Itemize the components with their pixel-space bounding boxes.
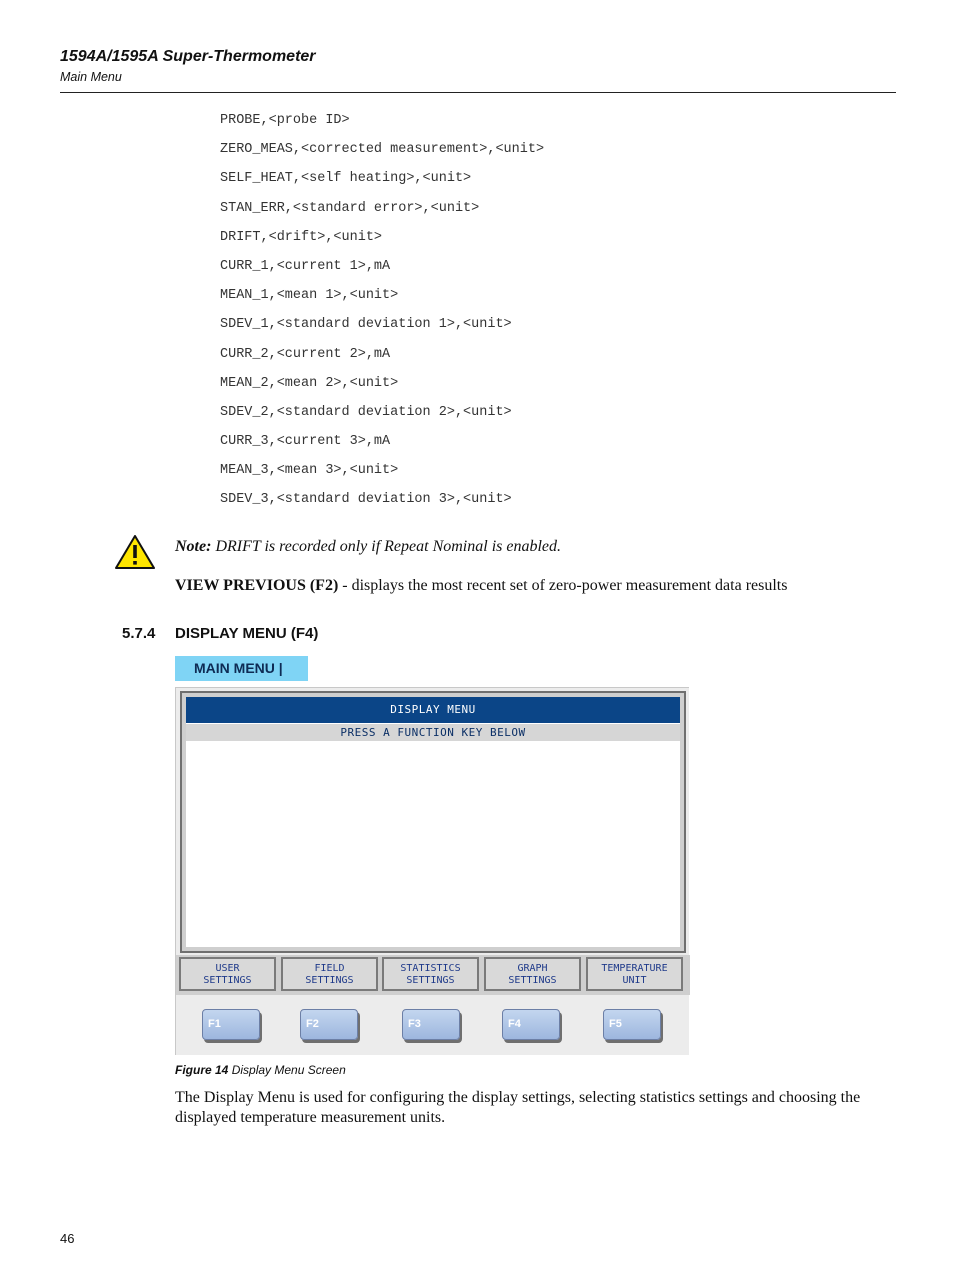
- f1-button[interactable]: F1: [202, 1009, 260, 1040]
- note-text: DRIFT is recorded only if Repeat Nominal is enabled.: [215, 538, 562, 555]
- document-section-subtitle: Main Menu: [60, 70, 122, 84]
- screen-instruction-bar: PRESS A FUNCTION KEY BELOW: [186, 724, 680, 741]
- screen-title-bar: DISPLAY MENU: [186, 697, 680, 723]
- code-line: MEAN_1,<mean 1>,<unit>: [220, 288, 399, 304]
- document-title: 1594A/1595A Super-Thermometer: [60, 48, 316, 65]
- body-paragraph: The Display Menu is used for configuring the display settings, selecting statistics settings and choosing the displayed temperature measurement units.: [175, 1089, 861, 1126]
- display-menu-screenshot: [175, 687, 689, 1055]
- warning-triangle-icon: [114, 534, 156, 570]
- code-line: ZERO_MEAS,<corrected measurement>,<unit>: [220, 142, 545, 158]
- note-paragraph: [175, 538, 561, 556]
- page-number: 46: [60, 1231, 75, 1246]
- softkey-bar: [176, 955, 690, 995]
- code-line: CURR_1,<current 1>,mA: [220, 258, 391, 274]
- code-line: MEAN_3,<mean 3>,<unit>: [220, 463, 399, 479]
- command-output-list: [220, 111, 544, 520]
- code-line: STAN_ERR,<standard error>,<unit>: [220, 200, 480, 216]
- code-line: DRIFT,<drift>,<unit>: [220, 229, 383, 245]
- header-divider: [60, 92, 896, 93]
- softkey-user-settings[interactable]: USER SETTINGS: [179, 957, 276, 991]
- softkey-graph-settings[interactable]: GRAPH SETTINGS: [484, 957, 581, 991]
- view-previous-text: - displays the most recent set of zero-power measurement data results: [342, 577, 788, 594]
- main-menu-tab: MAIN MENU |: [175, 656, 308, 681]
- lcd-display: [180, 691, 686, 953]
- f5-button[interactable]: F5: [603, 1009, 661, 1040]
- f2-button[interactable]: F2: [300, 1009, 358, 1040]
- code-line: SELF_HEAT,<self heating>,<unit>: [220, 171, 472, 187]
- code-line: CURR_3,<current 3>,mA: [220, 434, 391, 450]
- figure-label: Figure 14: [175, 1063, 229, 1077]
- code-line: PROBE,<probe ID>: [220, 113, 350, 128]
- view-previous-paragraph: [175, 577, 787, 595]
- code-line: SDEV_2,<standard deviation 2>,<unit>: [220, 404, 512, 420]
- softkey-statistics-settings[interactable]: STATISTICS SETTINGS: [382, 957, 479, 991]
- code-line: SDEV_3,<standard deviation 3>,<unit>: [220, 492, 512, 508]
- softkey-temperature-unit[interactable]: TEMPERATURE UNIT: [586, 957, 683, 991]
- section-heading: DISPLAY MENU (F4): [175, 625, 319, 642]
- lcd-content-area: [186, 697, 680, 947]
- figure-caption: [175, 1063, 346, 1077]
- section-number: 5.7.4: [122, 625, 156, 642]
- figure-caption-text: Display Menu Screen: [231, 1063, 346, 1077]
- f3-button[interactable]: F3: [402, 1009, 460, 1040]
- f4-button[interactable]: F4: [502, 1009, 560, 1040]
- code-line: SDEV_1,<standard deviation 1>,<unit>: [220, 317, 512, 333]
- note-label: Note:: [175, 538, 212, 555]
- view-previous-label: VIEW PREVIOUS (F2): [175, 577, 339, 594]
- code-line: CURR_2,<current 2>,mA: [220, 346, 391, 362]
- code-line: MEAN_2,<mean 2>,<unit>: [220, 375, 399, 391]
- softkey-field-settings[interactable]: FIELD SETTINGS: [281, 957, 378, 991]
